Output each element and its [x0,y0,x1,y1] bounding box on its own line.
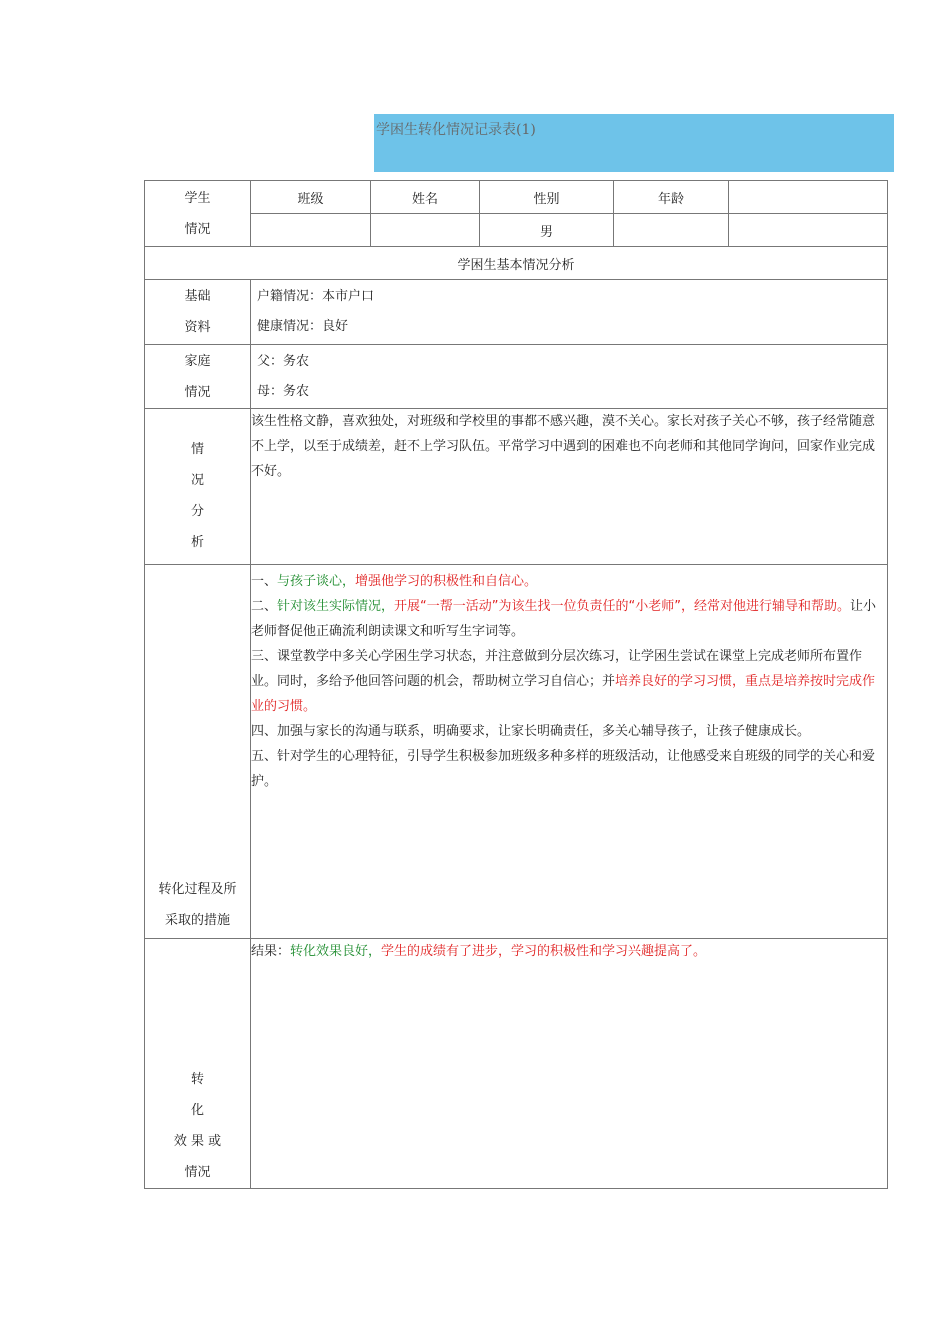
measure-prefix: 一、 [251,574,278,589]
measure-green-text: 与孩子谈心， [277,574,356,589]
header-gender: 性别 [480,181,614,214]
result-red-text: 学生的成绩有了进步，学习的积极性和学习兴趣提高了。 [381,944,707,959]
section-heading: 学困生基本情况分析 [145,247,888,280]
measure-red-text: 增强他学习的积极性和自信心。 [355,574,538,589]
measure-red-text: 开展“一帮一活动”为该生找一位负责任的“小老师”，经常对他进行辅导和帮助。 [394,599,850,614]
measures-label-line1: 转化过程及所 [158,882,237,897]
analysis-label-char: 分 [190,503,204,519]
result-label [145,939,251,1189]
student-info-label-line2: 情况 [184,221,211,237]
basic-label-line1: 基础 [184,289,211,304]
measure-prefix: 二、 [251,599,278,614]
family-content [251,345,888,409]
record-table [144,180,888,1189]
measures-label-line2: 采取的措施 [164,913,230,928]
measure-prefix: 四、加强与家长的沟通与联系，明确要求，让家长明确责任，多关心辅导孩子，让孩子健康成长。 [251,724,811,739]
measure-item-4 [251,719,887,744]
header-class: 班级 [251,181,371,214]
measure-rest: 让小老师督促他正确流利朗读课文和听写生字词等。 [251,599,876,639]
result-green-text: 转化效果良好， [290,944,382,959]
measure-item-3 [251,644,887,719]
measure-item-1 [251,569,887,594]
family-label-line1: 家庭 [184,353,211,369]
header-name: 姓名 [371,181,480,214]
student-info-label [145,181,251,247]
analysis-content [251,409,888,565]
value-class [251,214,371,247]
header-extra [729,181,888,214]
measures-content [251,565,888,939]
measure-item-5 [251,744,887,794]
result-content [251,939,888,1189]
value-extra [729,214,888,247]
result-label-line: 效 果 或 [173,1134,222,1149]
analysis-label-char: 情 [190,441,204,457]
header-age: 年龄 [614,181,729,214]
family-label-line2: 情况 [184,384,211,400]
basic-label-line2: 资料 [184,320,211,335]
analysis-label [145,409,251,565]
measure-prefix: 三、课堂教学中多关心学困生学习状态，并注意做到分层次练习，让学困生尝试在课堂上完成老师所布置作业。同时，多给予他回答问题的机会，帮助树立学习自信心；并 [251,649,863,689]
measure-prefix: 五、针对学生的心理特征，引导学生积极参加班级多种多样的班级活动，让他感受来自班级的同学的关心和爱护。 [251,749,876,789]
measure-item-2 [251,594,887,644]
family-label [145,345,251,409]
analysis-label-char: 况 [190,472,204,488]
result-label-line: 情况 [184,1165,211,1180]
result-label-line: 化 [190,1103,204,1118]
household-info: 户籍情况：本市户口 [257,289,375,304]
student-info-label-line1: 学生 [184,190,211,206]
mother-info: 母：务农 [257,383,310,399]
analysis-label-char: 析 [190,534,204,550]
measures-label [145,565,251,939]
result-prefix: 结果： [251,944,291,959]
value-age [614,214,729,247]
basic-label [145,280,251,345]
result-text [251,939,887,964]
value-name [371,214,480,247]
measure-green-text: 针对该生实际情况， [277,599,395,614]
page-title: 学困生转化情况记录表(1) [374,114,894,172]
value-gender: 男 [480,214,614,247]
father-info: 父：务农 [257,353,310,369]
health-info: 健康情况：良好 [257,319,349,334]
measure-red-text: 培养良好的学习习惯，重点是培养按时完成作业的习惯。 [251,674,876,714]
basic-content [251,280,888,345]
analysis-text: 该生性格文静，喜欢独处，对班级和学校里的事都不感兴趣，漠不关心。家长对孩子关心不够，孩子经常随意不上学，以至于成绩差，赶不上学习队伍。平常学习中遇到的困难也不向老师和其他同学询问，回家作业完成不好。 [251,414,876,479]
result-label-line: 转 [190,1072,204,1087]
